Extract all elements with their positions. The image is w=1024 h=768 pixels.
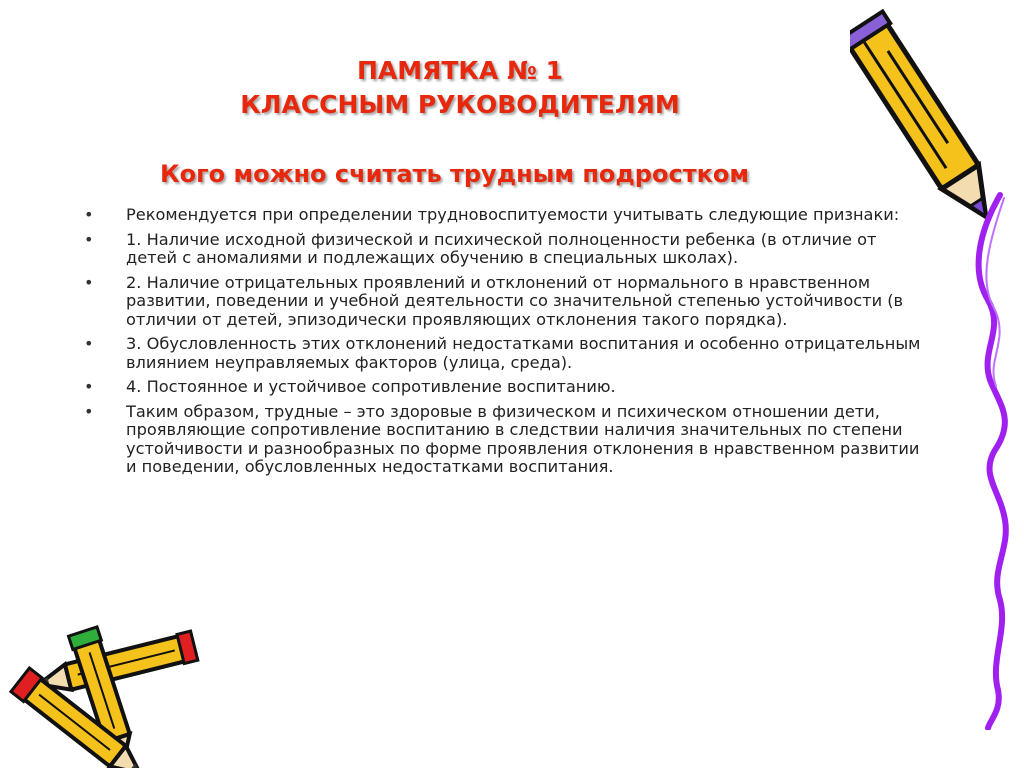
list-item-text: 3. Обусловленность этих отклонений недостатками воспитания и особенно отрицательным влиянием неуправляемых факторов (улица, среда). [126,334,921,372]
list-item-text: Рекомендуется при определении трудновоспитуемости учитывать следующие признаки: [126,205,900,224]
crossed-pencils-icon [0,610,220,768]
bullet-marker: • [84,205,94,224]
list-item-text: 4. Постоянное и устойчивое сопротивление воспитанию. [126,377,616,396]
subtitle: Кого можно считать трудным подростком [160,160,749,188]
title-line-2: КЛАССНЫМ РУКОВОДИТЕЛЯМ [240,90,680,119]
list-item [84,206,924,225]
list-item [84,378,924,397]
bullet-marker: • [84,377,94,396]
list-item-text: 2. Наличие отрицательных проявлений и отклонений от нормального в нравственном развитии, поведении и учебной деятельности со значительной степенью устойчивости (в отличии от детей, эпизодически проявляющих отклонения такого порядка). [126,272,904,329]
list-item [84,403,924,477]
list-item [84,274,924,330]
list-item [84,231,924,268]
list-item [84,335,924,372]
bullet-marker: • [84,334,94,353]
bullet-marker: • [84,272,94,292]
scribble-line [960,190,1024,730]
list-item-text: Таким образом, трудные – это здоровые в физическом и психическом отношении дети, проявляющие сопротивление воспитанию в следствии наличия значительных по степени устойчивости и разнообразных по форме проявления отклонения в нравственном развитии и поведении, обусловленных недостатками воспитания. [126,401,920,476]
list-item-text: 1. Наличие исходной физической и психической полноценности ребенка (в отличие от детей с аномалиями и подлежащих обучению в специальных школах). [126,229,877,267]
bullet-marker: • [84,229,94,249]
bullet-marker: • [84,401,94,421]
title-line-1: ПАМЯТКА № 1 [356,56,564,85]
bullet-list [84,206,924,483]
